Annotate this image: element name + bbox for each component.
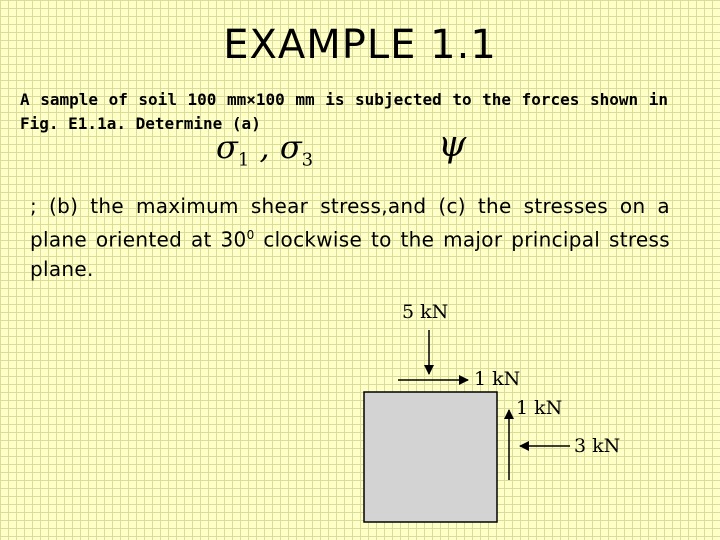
sigma-symbol: σ (279, 128, 302, 166)
psi-symbol: ψ (438, 124, 467, 165)
label-top-shear: 1 kN (474, 368, 521, 390)
sigma-symbol: σ (216, 128, 238, 166)
label-right-shear: 1 kN (516, 397, 563, 419)
degree-superscript: 0 (246, 228, 255, 242)
symbol-separator: , (249, 128, 280, 166)
label-right-load: 3 kN (574, 435, 621, 457)
sigma1-subscript: 1 (237, 149, 250, 171)
sigma3-subscript: 3 (301, 149, 314, 171)
problem-intro: A sample of soil 100 mm×100 mm is subjected to the forces shown in Fig. E1.1a. Determine (a) (20, 90, 668, 133)
label-top-load: 5 kN (402, 301, 449, 323)
body-text-end: clockwise to the major principal stress plane. (30, 227, 670, 281)
body-text-start: ; (b) the maximum shear stress,and (c) the stresses on a plane oriented at 30 (30, 194, 670, 252)
soil-sample-square (364, 392, 497, 522)
slide-title: EXAMPLE 1.1 (223, 22, 497, 68)
